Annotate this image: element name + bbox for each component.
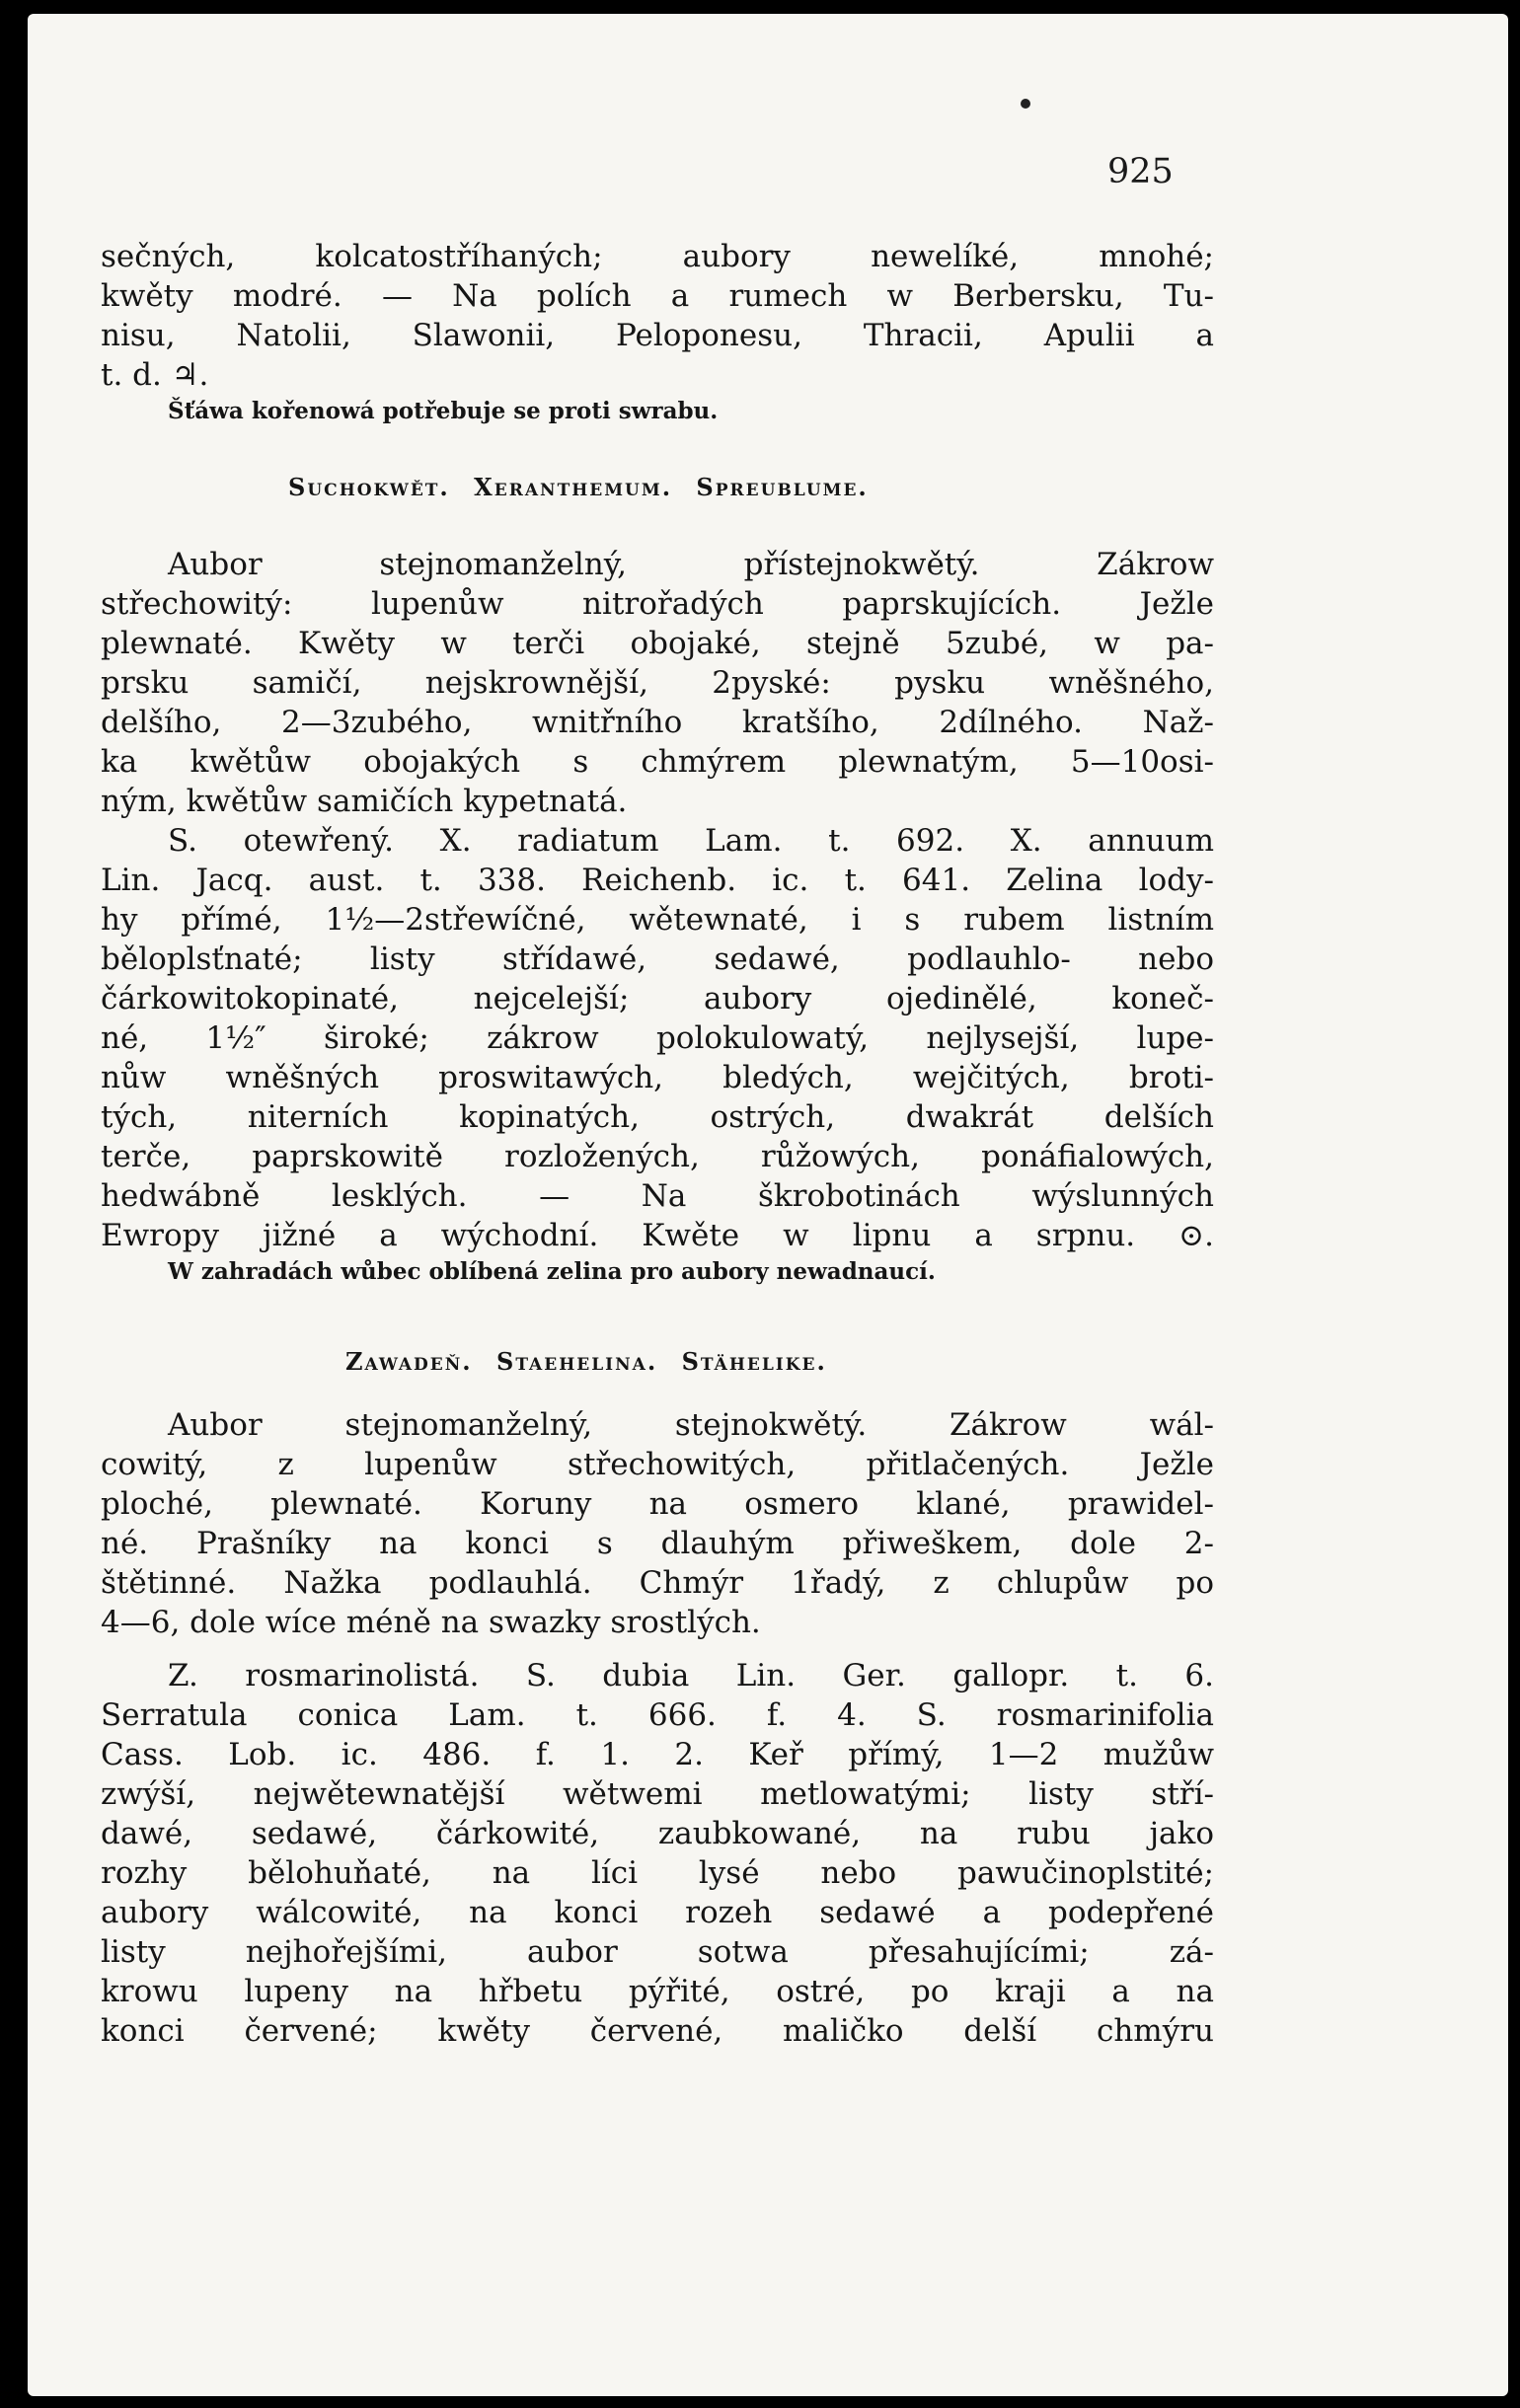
page-number: 925	[1107, 152, 1174, 191]
species-line: běloplsťnaté; listy střídawé, sedawé, podlauhlo- nebo	[101, 941, 1214, 977]
genus-heading: Zawadeň. Staehelina. Stähelike.	[345, 1347, 827, 1376]
text-line: štětinné. Nažka podlauhlá. Chmýr 1řadý, z chlupůw po	[101, 1565, 1214, 1601]
text-line: ným, kwětůw samičích kypetnatá.	[101, 784, 628, 819]
note-line: W zahradách wůbec oblíbená zelina pro aubory newadnaucí.	[168, 1258, 936, 1285]
text-line: plewnaté. Kwěty w terči obojaké, stejně 5zubé, w pa-	[101, 626, 1214, 661]
species-line: Z. rosmarinolistá. S. dubia Lin. Ger. gallopr. t. 6.	[168, 1658, 1214, 1693]
genus-heading: Suchokwět. Xeranthemum. Spreublume.	[288, 473, 869, 501]
book-page	[28, 14, 1508, 2396]
species-line: terče, paprskowitě rozložených, růžowých, ponáfialowých,	[101, 1139, 1214, 1174]
text-line: Aubor stejnomanželný, stejnokwětý. Zákrow wál-	[168, 1407, 1214, 1443]
species-line: zwýší, nejwětewnatější wětwemi metlowatými; listy stří-	[101, 1776, 1214, 1812]
text-line: nisu, Natolii, Slawonii, Peloponesu, Thracii, Apulii a	[101, 318, 1214, 353]
text-line: kwěty modré. — Na polích a rumech w Berbersku, Tu-	[101, 278, 1214, 314]
ink-speck	[1021, 99, 1030, 109]
species-line: krowu lupeny na hřbetu pýřité, ostré, po kraji a na	[101, 1974, 1214, 2009]
species-line: S. otewřený. X. radiatum Lam. t. 692. X. annuum	[168, 823, 1214, 859]
note-line: Šťáwa kořenowá potřebuje se proti swrabu.	[168, 398, 719, 424]
species-line: hy přímé, 1½—2střewíčné, wětewnaté, i s rubem listním	[101, 902, 1214, 938]
species-line: né, 1½″ široké; zákrow polokulowatý, nejlysejší, lupe-	[101, 1020, 1214, 1056]
text-line: t. d. ♃.	[101, 357, 209, 393]
text-line: né. Prašníky na konci s dlauhým přiweškem, dole 2-	[101, 1526, 1214, 1561]
species-line: aubory wálcowité, na konci rozeh sedawé a podepřené	[101, 1895, 1214, 1930]
text-line: Aubor stejnomanželný, přístejnokwětý. Zákrow	[168, 547, 1214, 582]
species-line: čárkowitokopinaté, nejcelejší; aubory ojedinělé, koneč-	[101, 981, 1214, 1016]
species-line: dawé, sedawé, čárkowité, zaubkowané, na rubu jako	[101, 1816, 1214, 1851]
text-line: ka kwětůw obojakých s chmýrem plewnatým, 5—10osi-	[101, 744, 1214, 780]
species-line: Ewropy jižné a wýchodní. Kwěte w lipnu a srpnu. ⊙.	[101, 1218, 1214, 1253]
species-line: Serratula conica Lam. t. 666. f. 4. S. rosmarinifolia	[101, 1697, 1214, 1733]
text-body	[101, 237, 1214, 2051]
text-line: prsku samičí, nejskrownější, 2pyské: pysku wněšného,	[101, 665, 1214, 701]
species-line: nůw wněšných proswitawých, bledých, wejčitých, broti-	[101, 1060, 1214, 1095]
text-line: cowitý, z lupenůw střechowitých, přitlačených. Ježle	[101, 1447, 1214, 1482]
species-line: hedwábně lesklých. — Na škrobotinách wýslunných	[101, 1178, 1214, 1214]
species-line: Lin. Jacq. aust. t. 338. Reichenb. ic. t. 641. Zelina lody-	[101, 863, 1214, 898]
text-line: střechowitý: lupenůw nitrořadých paprskujících. Ježle	[101, 586, 1214, 622]
species-line: rozhy bělohuňaté, na líci lysé nebo pawučinoplstité;	[101, 1855, 1214, 1891]
text-line: sečných, kolcatostříhaných; aubory newelíké, mnohé;	[101, 239, 1214, 274]
species-line: tých, niterních kopinatých, ostrých, dwakrát delších	[101, 1099, 1214, 1135]
species-line: Cass. Lob. ic. 486. f. 1. 2. Keř přímý, 1—2 mužůw	[101, 1737, 1214, 1772]
text-line: delšího, 2—3zubého, wnitřního kratšího, 2dílného. Naž-	[101, 705, 1214, 740]
text-line: ploché, plewnaté. Koruny na osmero klané, prawidel-	[101, 1486, 1214, 1522]
text-line: 4—6, dole wíce méně na swazky srostlých.	[101, 1605, 761, 1640]
species-line: konci červené; kwěty červené, maličko delší chmýru	[101, 2013, 1214, 2049]
species-line: listy nejhořejšími, aubor sotwa přesahujícími; zá-	[101, 1934, 1214, 1970]
